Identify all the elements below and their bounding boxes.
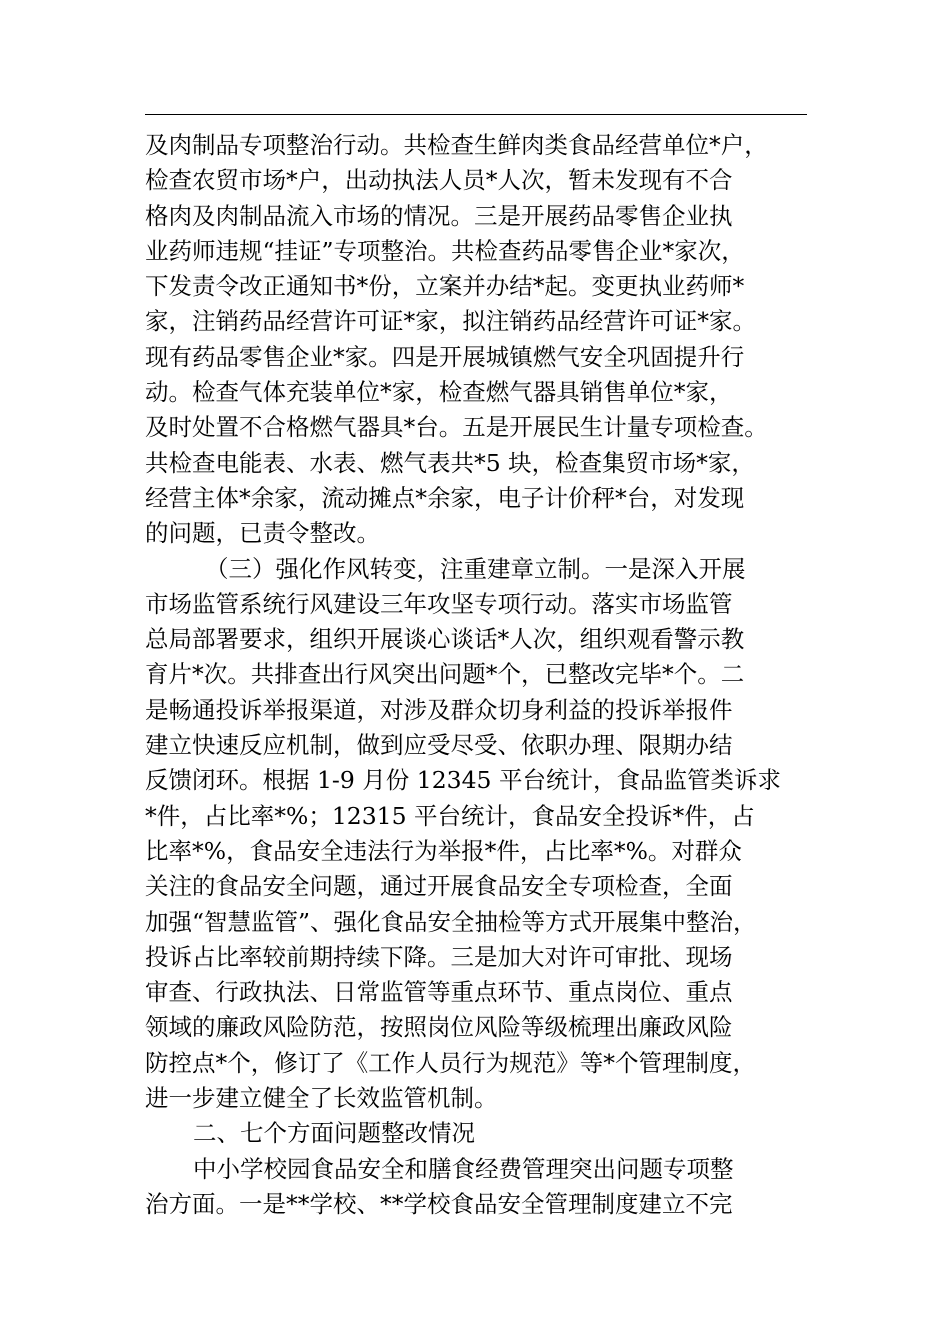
text-line: 是畅通投诉举报渠道，对涉及群众切身利益的投诉举报件 — [145, 695, 733, 724]
text-line: 的问题，已责令整改。 — [145, 519, 380, 548]
paragraph-first-line: 中小学校园食品安全和膳食经费管理突出问题专项整 — [193, 1154, 734, 1183]
header-rule — [145, 114, 807, 115]
text-line: 领域的廉政风险防范，按照岗位风险等级梳理出廉政风险 — [145, 1013, 733, 1042]
text-line: 检查农贸市场*户，出动执法人员*人次，暂未发现有不合 — [145, 166, 733, 195]
text-line: 关注的食品安全问题，通过开展食品安全专项检查，全面 — [145, 872, 733, 901]
section-heading-line: 二、七个方面问题整改情况 — [193, 1119, 475, 1148]
text-line: 家，注销药品经营许可证*家，拟注销药品经营许可证*家。 — [145, 307, 756, 336]
text-line: 建立快速反应机制，做到应受尽受、依职办理、限期办结 — [145, 731, 733, 760]
text-line: 进一步建立健全了长效监管机制。 — [145, 1084, 498, 1113]
text-line: 动。检查气体充装单位*家，检查燃气器具销售单位*家， — [145, 378, 733, 407]
text-line: 共检查电能表、水表、燃气表共*5 块，检查集贸市场*家， — [145, 448, 755, 477]
text-line: 经营主体*余家，流动摊点*余家，电子计价秤*台，对发现 — [145, 483, 745, 512]
text-line: 反馈闭环。根据 1-9 月份 12345 平台统计，食品监管类诉求 — [145, 766, 781, 795]
text-line: 育片*次。共排查出行风突出问题*个，已整改完毕*个。二 — [145, 660, 745, 689]
text-line: 下发责令改正通知书*份，立案并办结*起。变更执业药师* — [145, 272, 745, 301]
body-text — [145, 128, 825, 1222]
text-line: 业药师违规“挂证”专项整治。共检查药品零售企业*家次， — [145, 236, 745, 265]
text-line: 投诉占比率较前期持续下降。三是加大对许可审批、现场 — [145, 942, 733, 971]
text-line: *件，占比率*%；12315 平台统计，食品安全投诉*件，占 — [145, 801, 755, 830]
text-line: 审查、行政执法、日常监管等重点环节、重点岗位、重点 — [145, 978, 733, 1007]
text-line: 及时处置不合格燃气器具*台。五是开展民生计量专项检查。 — [145, 413, 768, 442]
text-line: 现有药品零售企业*家。四是开展城镇燃气安全巩固提升行 — [145, 342, 745, 371]
text-line: 及肉制品专项整治行动。共检查生鲜肉类食品经营单位*户， — [145, 131, 768, 159]
text-line: 治方面。一是**学校、**学校食品安全管理制度建立不完 — [145, 1189, 733, 1218]
text-line: 加强“智慧监管”、强化食品安全抽检等方式开展集中整治， — [145, 907, 757, 936]
section-heading-line: （三）强化作风转变，注重建章立制。一是深入开展 — [205, 554, 746, 583]
text-line: 格肉及肉制品流入市场的情况。三是开展药品零售企业执 — [145, 201, 733, 230]
text-line: 比率*%，食品安全违法行为举报*件，占比率*%。对群众 — [145, 836, 742, 865]
text-line: 防控点*个，修订了《工作人员行为规范》等*个管理制度， — [145, 1048, 756, 1077]
text-line: 总局部署要求，组织开展谈心谈话*人次，组织观看警示教 — [145, 625, 745, 654]
text-line: 市场监管系统行风建设三年攻坚专项行动。落实市场监管 — [145, 589, 733, 618]
